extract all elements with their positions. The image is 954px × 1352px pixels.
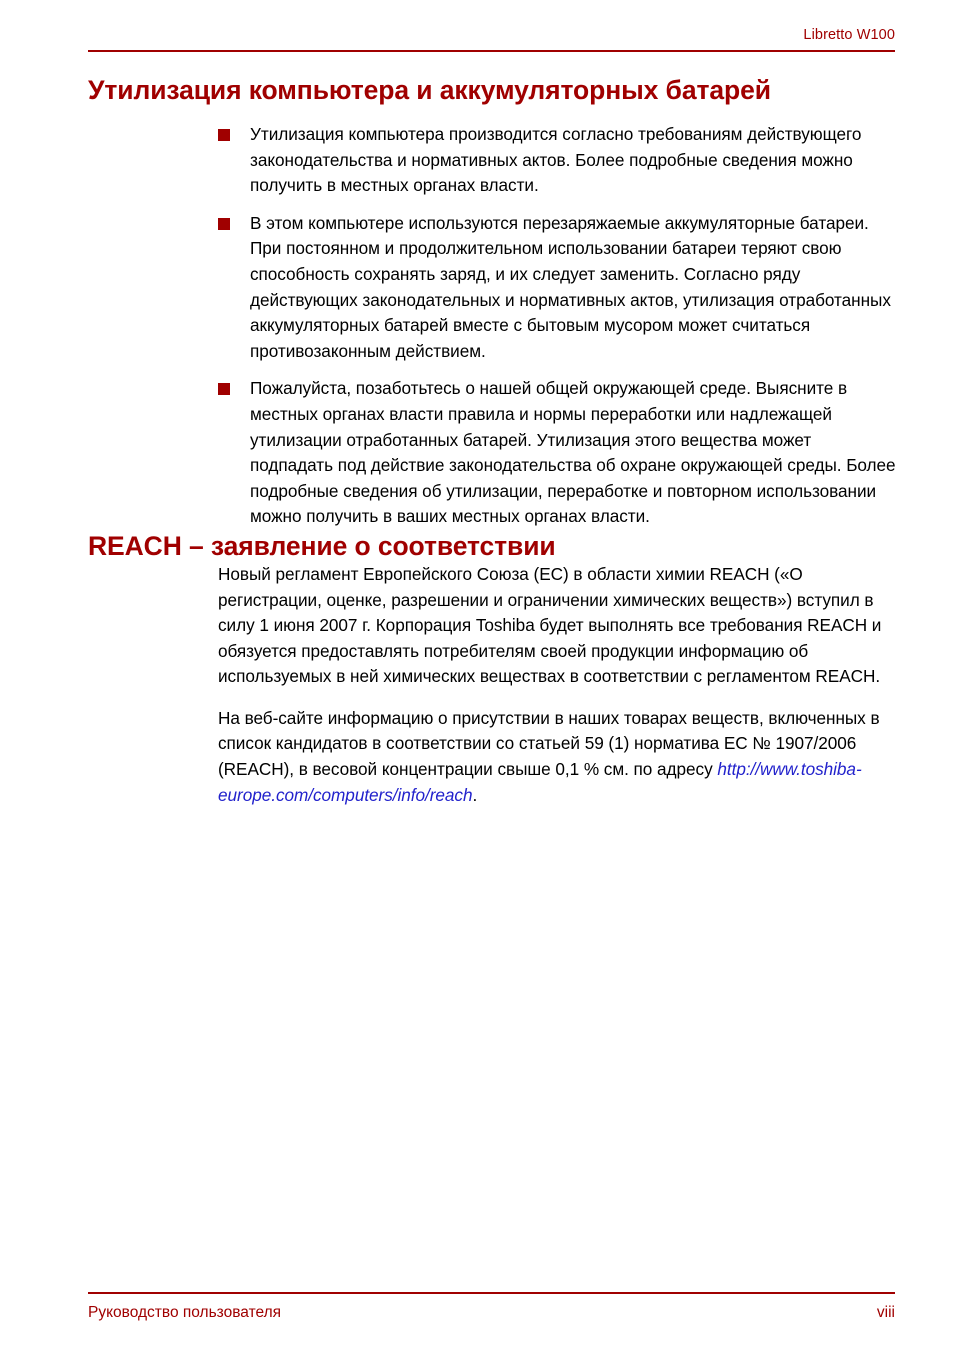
header-divider-rule [88, 50, 895, 52]
reach-paragraph-regulation: Новый регламент Европейского Союза (ЕС) в области химии REACH («О регистрации, оценке, разрешении и ограничении химических веществ») вступил в силу 1 июня 2007 г. Корпорация Toshiba будет выполнять все требования REACH и обязуется предоставлять потребителям своей продукции информацию об используемых в ней химических веществах в соответствии с регламентом REACH. [218, 563, 882, 687]
page-header [88, 26, 895, 64]
reach-paragraph-website [0, 706, 954, 808]
list-item-text: Пожалуйста, позаботьтесь о нашей общей окружающей среде. Выясните в местных органах власти правила и нормы переработки или надлежащей утилизации отработанных батарей. Утилизация этого вещества может подпадать под действие законодательства об охране окружающей среды. Более подробные сведения об утилизации, переработке и повторном использовании можно получить в ваших местных органах власти. [250, 378, 896, 527]
page-footer [88, 1292, 895, 1332]
list-item-text: В этом компьютере используются перезаряжаемые аккумуляторные батареи. При постоянном и продолжительном использовании батареи теряют свою способность сохранять заряд, и их следует заменить. Согласно ряду действующих законодательных и нормативных актов, утилизация отработанных аккумуляторных батарей вместе с бытовым мусором может считаться противозаконным действием. [250, 212, 891, 361]
list-item [0, 376, 954, 530]
square-bullet-icon [218, 218, 230, 230]
footer-row [88, 1303, 895, 1323]
square-bullet-icon [218, 129, 230, 141]
reach-website-text-before: На веб-сайте информацию о присутствии в наших товарах веществ, включенных в список кандидатов в соответствии со статьей 59 (1) норматива ЕС № 1907/2006 (REACH), в весовой концентрации свыше 0,1 % см. по адресу [218, 707, 880, 780]
section-title-disposal: Утилизация компьютера и аккумуляторных батарей [88, 75, 771, 105]
reach-website-link[interactable]: http://www.toshiba-europe.com/computers/info/reach [218, 759, 862, 805]
list-item-text: Утилизация компьютера производится согласно требованиям действующего законодательства и нормативных актов. Более подробные сведения можно получить в местных органах власти. [250, 124, 862, 196]
header-model-name: Libretto W100 [803, 27, 895, 43]
square-bullet-icon [218, 383, 230, 395]
footer-page-number: viii [876, 1304, 895, 1321]
disposal-bullet-list [0, 122, 954, 530]
list-item [0, 122, 954, 199]
footer-document-title: Руководство пользователя [88, 1304, 282, 1321]
section-title-reach: REACH – заявление о соответствии [88, 530, 556, 561]
list-item [0, 211, 954, 365]
footer-divider-rule [88, 1292, 895, 1294]
page-content [0, 74, 954, 808]
reach-website-text-after: . [472, 784, 478, 805]
